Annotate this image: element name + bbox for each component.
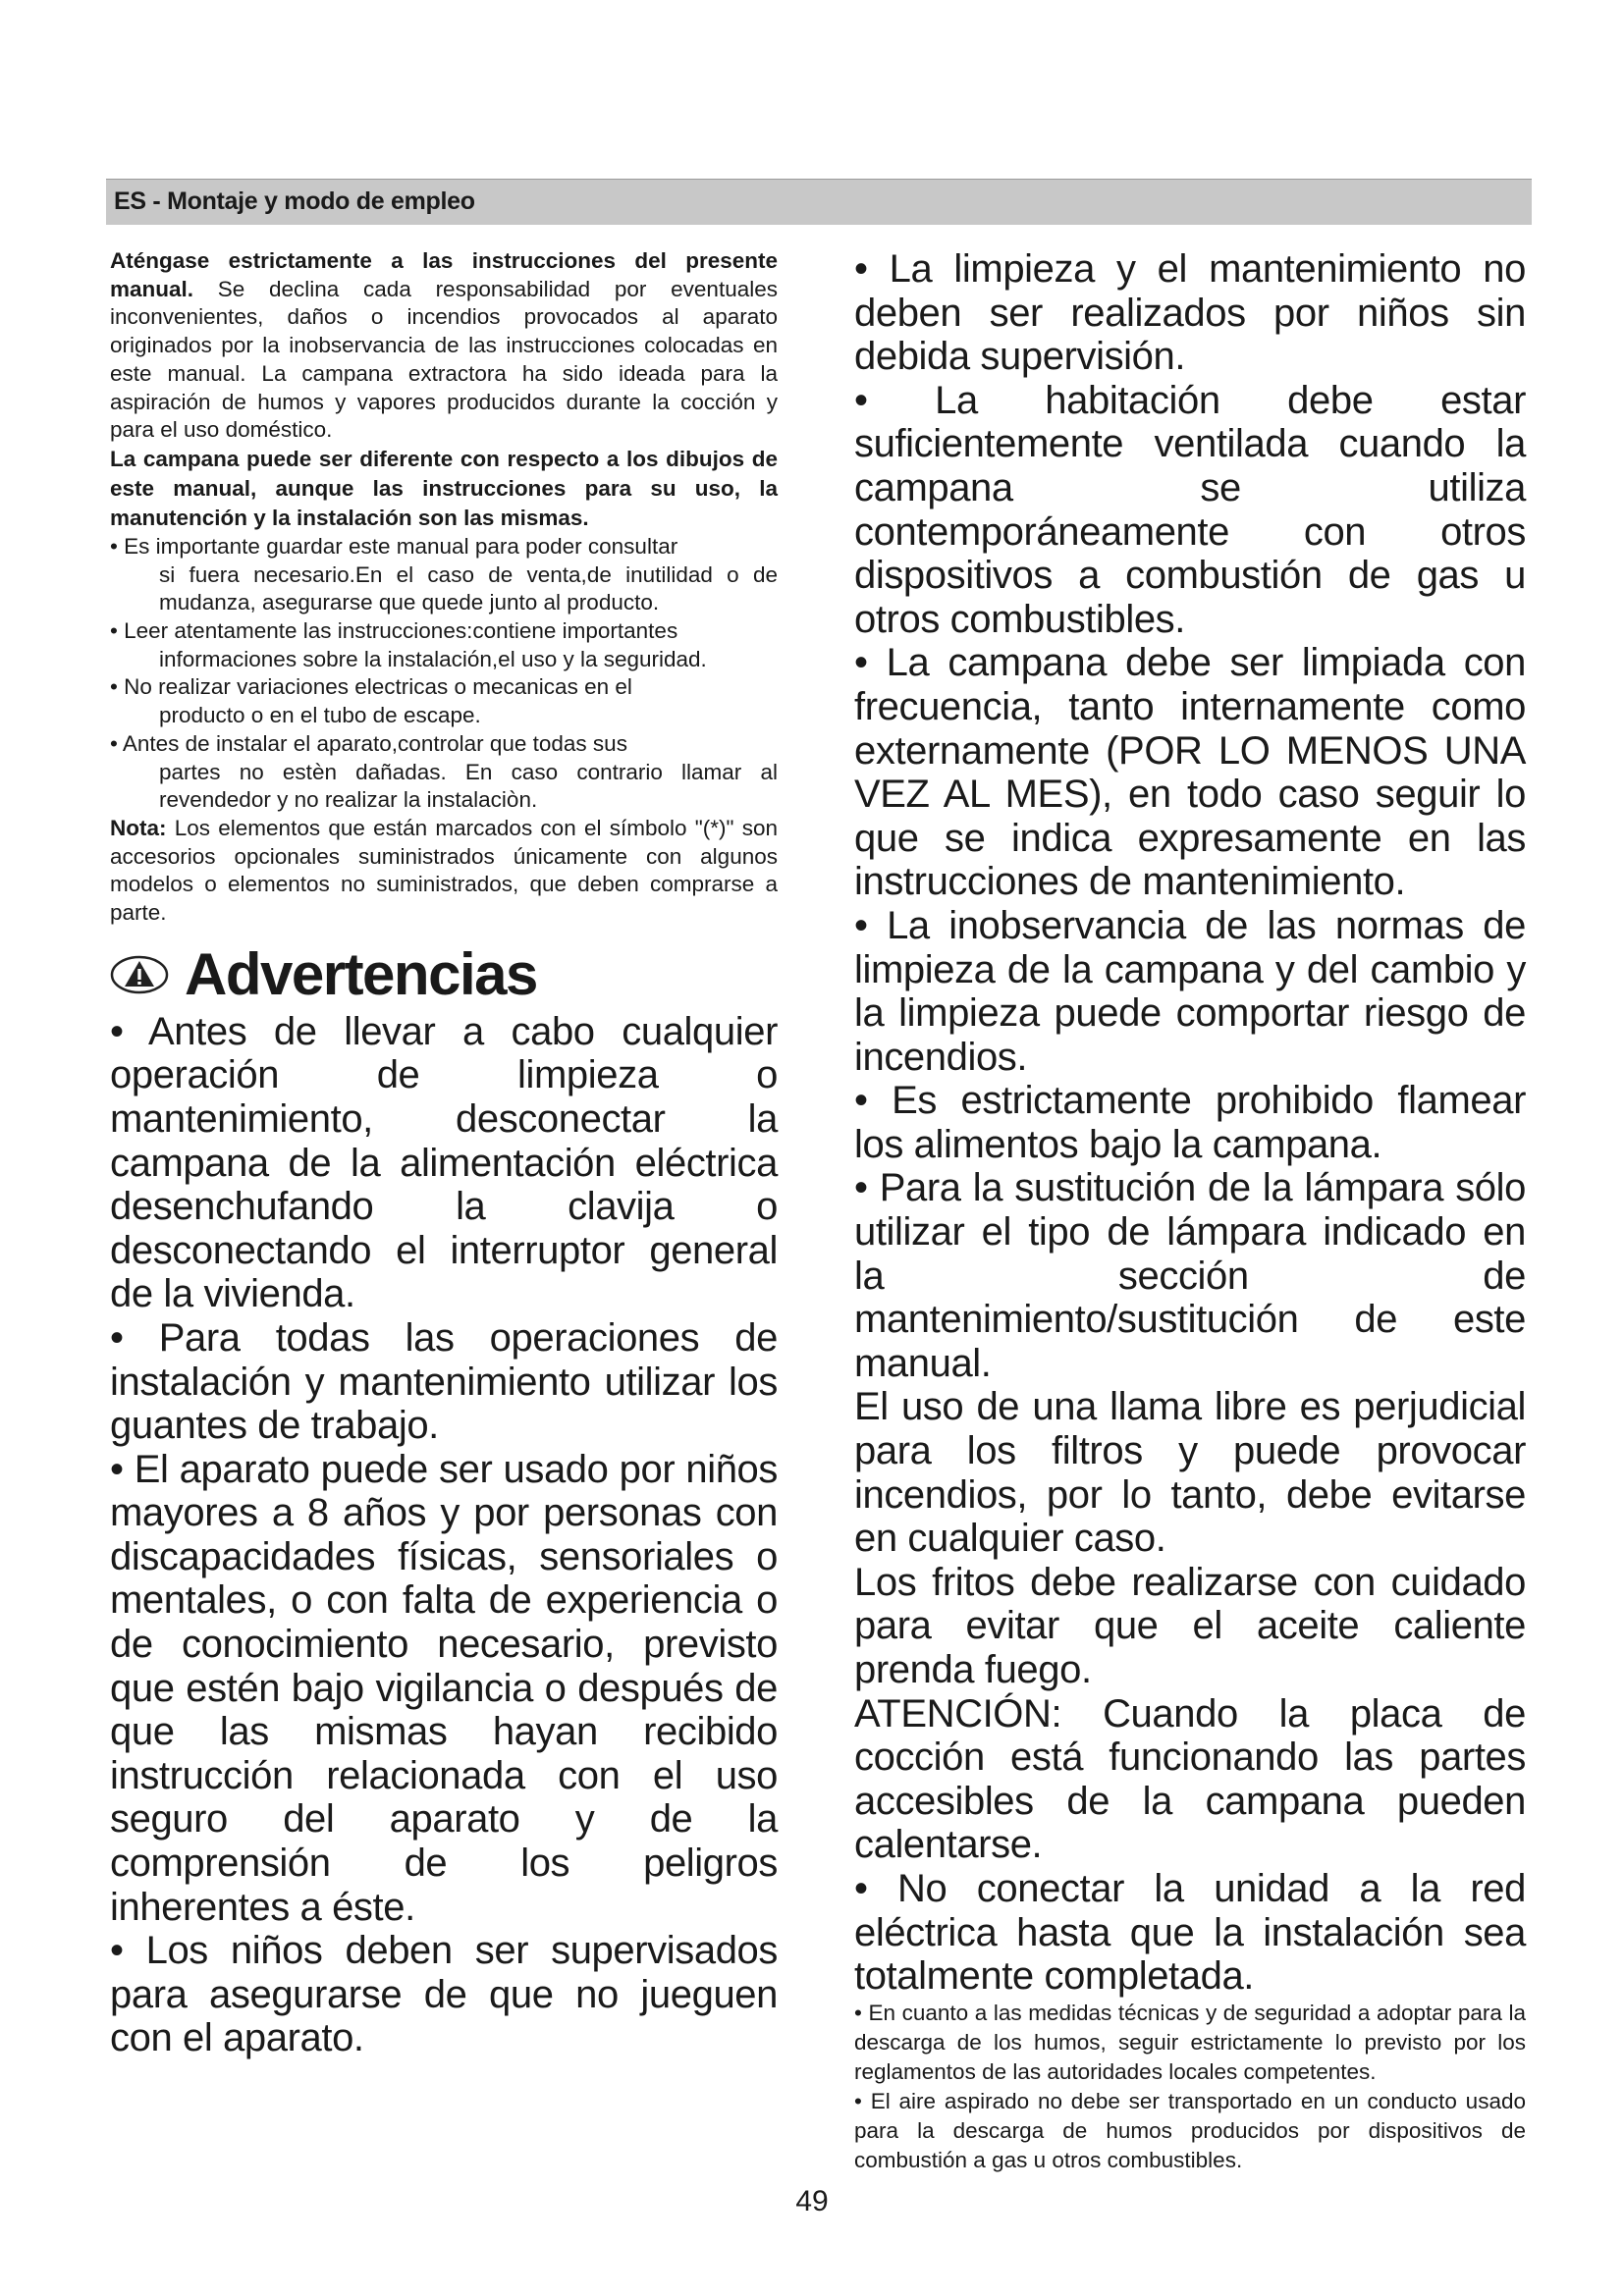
warnings-heading <box>110 940 778 1007</box>
warning-item: El uso de una llama libre es perjudicial para los filtros y puede provocar incendios, por lo tanto, debe evitarse en cualquier caso. <box>854 1385 1526 1561</box>
warning-small-item: • En cuanto a las medidas técnicas y de seguridad a adoptar para la descarga de los humos, seguir estrictamente lo previsto por los reglamentos de las autoridades locales competentes. <box>854 2000 1526 2084</box>
warning-item: • Antes de llevar a cabo cualquier operación de limpieza o mantenimiento, desconectar la campana de la alimentación eléctrica desenchufando la clavija o desconectando el interruptor general de la vivienda. <box>110 1009 778 1316</box>
intro-bold-paragraph: La campana puede ser diferente con respecto a los dibujos de este manual, aunque las instrucciones para su uso, la manutención y la instalación son las mismas. <box>110 446 778 530</box>
note-label: Nota: <box>110 815 167 840</box>
note-text: Los elementos que están marcados con el símbolo "(*)" son accesorios opcionales suministrados únicamente con algunos modelos o elementos no suministrados, que deben comprarse a parte. <box>110 815 778 926</box>
intro-lead-bold: Aténgase estrictamente a las instrucciones del presente manual. <box>110 248 778 301</box>
warning-item: ATENCIÓN: Cuando la placa de cocción está funcionando las partes accesibles de la campana pueden calentarse. <box>854 1691 1526 1867</box>
intro-bullet-rest: partes no estèn dañadas. En caso contrario llamar al revendedor y no realizar la instalaciòn. <box>159 759 778 813</box>
left-column <box>110 247 778 2060</box>
warning-item: • Para todas las operaciones de instalación y mantenimiento utilizar los guantes de trabajo. <box>110 1315 778 1448</box>
warnings-title: Advertencias <box>185 940 537 1007</box>
intro-bullet-rest: producto o en el tubo de escape. <box>159 703 481 728</box>
warning-item: • La limpieza y el mantenimiento no deben ser realizados por niños sin debida supervisión. <box>854 247 1526 379</box>
intro-bullet <box>110 730 778 815</box>
intro-bullet-first-line: • Antes de instalar el aparato,controlar que todas sus <box>110 730 627 756</box>
intro-bullet <box>110 533 778 617</box>
intro-bullet <box>110 617 778 673</box>
section-header-bar <box>106 179 1532 225</box>
warning-item: • La habitación debe estar suficientemente ventilada cuando la campana se utiliza contemporáneamente con otros dispositivos a combustión de gas u otros combustibles. <box>854 378 1526 641</box>
intro-bullet-first-line: • No realizar variaciones electricas o mecanicas en el <box>110 674 632 700</box>
warning-item: • La campana debe ser limpiada con frecuencia, tanto internamente como externamente (POR LO MENOS UNA VEZ AL MES), en todo caso seguir lo que se indica expresamente en las instrucciones de mantenimiento. <box>854 641 1526 904</box>
warning-item: • Para la sustitución de la lámpara sólo utilizar el tipo de lámpara indicado en la sección de mantenimiento/sustitución de este manual. <box>854 1166 1526 1385</box>
warning-item: • Es estrictamente prohibido flamear los alimentos bajo la campana. <box>854 1079 1526 1166</box>
section-header-title: ES - Montaje y modo de empleo <box>114 187 475 215</box>
warning-triangle-icon <box>110 955 169 994</box>
right-column <box>854 247 1526 2175</box>
page-number: 49 <box>795 2185 829 2217</box>
intro-paragraph <box>110 247 778 445</box>
warning-item: • La inobservancia de las normas de limpieza de la campana y del cambio y la limpieza puede comportar riesgo de incendios. <box>854 903 1526 1079</box>
warning-item: • No conectar la unidad a la red eléctrica hasta que la instalación sea totalmente completada. <box>854 1866 1526 1999</box>
warning-item: Los fritos debe realizarse con cuidado para evitar que el aceite caliente prenda fuego. <box>854 1560 1526 1691</box>
warning-small-item: • El aire aspirado no debe ser transportado en un conducto usado para la descarga de humos producidos por dispositivos de combustión a gas u otros combustibles. <box>854 2088 1526 2172</box>
warning-item: • Los niños deben ser supervisados para asegurarse de que no jueguen con el aparato. <box>110 1929 778 2060</box>
note-paragraph <box>110 815 778 928</box>
intro-lead-text: Se declina cada responsabilidad por eventuales inconvenientes, daños o incendios provocados al aparato originados por la inobservancia de las instrucciones colocadas en este manual. La campana extractora ha sido ideada para la aspiración de humos y vapores producidos durante la cocción y para el uso doméstico. <box>110 276 778 443</box>
intro-bullet-rest: si fuera necesario.En el caso de venta,de inutilidad o de mudanza, asegurarse que quede junto al producto. <box>159 561 778 615</box>
intro-bullet <box>110 673 778 729</box>
intro-bullet-first-line: • Leer atentamente las instrucciones:contiene importantes <box>110 618 678 644</box>
intro-bullet-rest: informaciones sobre la instalación,el uso y la seguridad. <box>159 646 707 671</box>
warning-item: • El aparato puede ser usado por niños mayores a 8 años y por personas con discapacidades físicas, sensoriales o mentales, o con falta de experiencia o de conocimiento necesario, previsto que estén bajo vigilancia o después de que las mismas hayan recibido instrucción relacionada con el uso seguro del aparato y de la comprensión de los peligros inherentes a éste. <box>110 1447 778 1929</box>
intro-bullet-first-line: • Es importante guardar este manual para poder consultar <box>110 533 678 559</box>
